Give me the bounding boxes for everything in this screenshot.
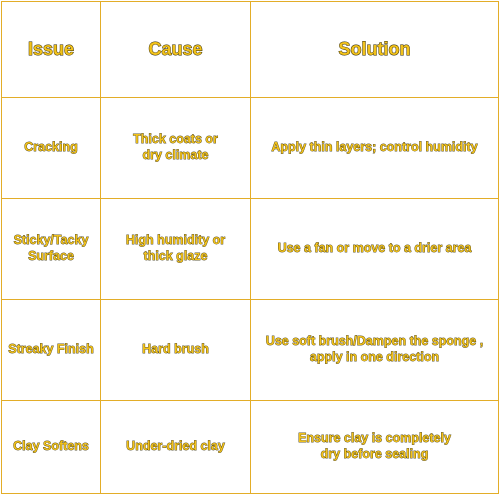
header-solution: Solution bbox=[251, 2, 499, 98]
table-header-row bbox=[2, 2, 499, 98]
cell-cause: Under-dried clay bbox=[101, 401, 251, 494]
cell-solution: Use soft brush/Dampen the sponge , apply in one direction bbox=[251, 300, 499, 401]
table-row bbox=[2, 300, 499, 401]
header-cause: Cause bbox=[101, 2, 251, 98]
table-row bbox=[2, 401, 499, 494]
cell-cause: Hard brush bbox=[101, 300, 251, 401]
table-row bbox=[2, 199, 499, 300]
troubleshooting-table bbox=[1, 1, 499, 494]
cell-solution: Ensure clay is completely dry before sealing bbox=[251, 401, 499, 494]
cell-issue: Cracking bbox=[2, 98, 101, 199]
cell-issue: Sticky/Tacky Surface bbox=[2, 199, 101, 300]
header-issue: Issue bbox=[2, 2, 101, 98]
cell-issue: Streaky Finish bbox=[2, 300, 101, 401]
cell-issue: Clay Softens bbox=[2, 401, 101, 494]
table-row bbox=[2, 98, 499, 199]
cell-cause: High humidity or thick glaze bbox=[101, 199, 251, 300]
cell-solution: Use a fan or move to a drier area bbox=[251, 199, 499, 300]
cell-cause: Thick coats or dry climate bbox=[101, 98, 251, 199]
cell-solution: Apply thin layers; control humidity bbox=[251, 98, 499, 199]
